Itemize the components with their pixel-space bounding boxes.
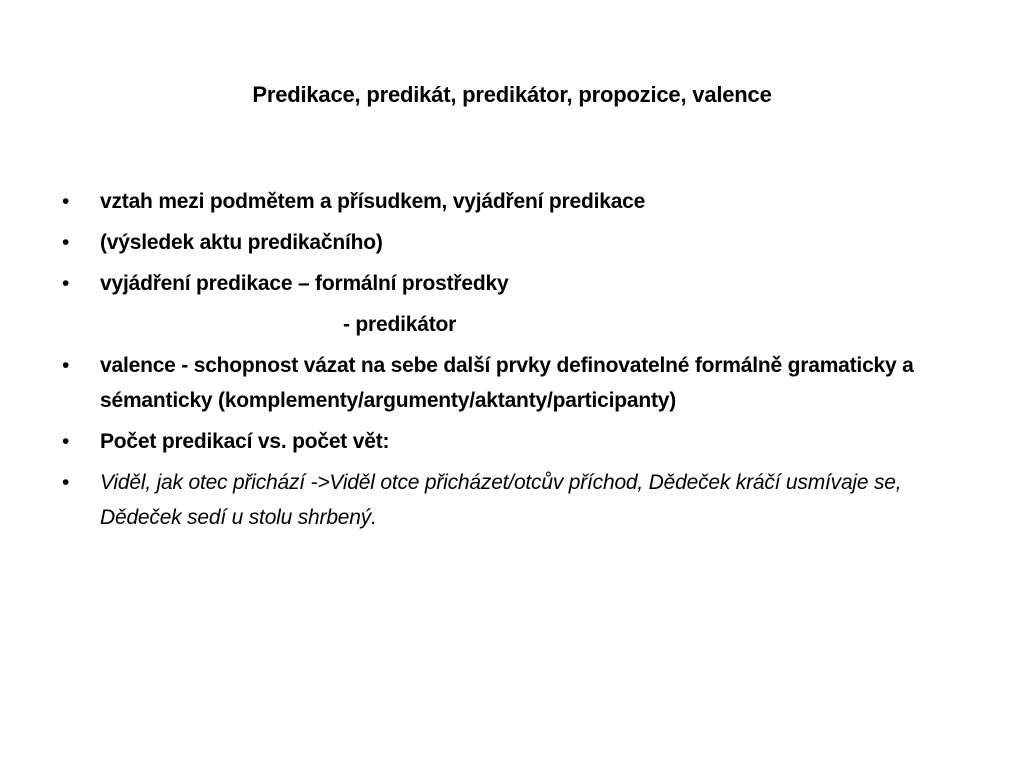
bullet-item [60,424,960,459]
bullet-item [60,266,960,301]
bullet-marker: • [62,190,70,213]
sub-item [60,307,960,342]
sub-item-text: - predikátor [343,313,457,336]
bullet-marker: • [62,471,70,494]
slide-title: Predikace, predikát, predikátor, propozice, valence [252,82,772,107]
bullet-text: vyjádření predikace – formální prostředky [100,272,509,295]
bullet-text: (výsledek aktu predikačního) [100,231,383,254]
bullet-text: Počet predikací vs. počet vět: [100,430,390,453]
bullet-marker: • [62,430,70,453]
bullet-item [60,348,960,418]
bullet-list [60,184,960,541]
bullet-text: Viděl, jak otec přichází ->Viděl otce přicházet/otcův příchod, Dědeček kráčí usmívaje se, Dědeček sedí u stolu shrbený. [100,471,902,529]
bullet-marker: • [62,231,70,254]
bullet-item [60,225,960,260]
bullet-item-example [60,465,960,535]
bullet-marker: • [62,272,70,295]
bullet-marker: • [62,354,70,377]
bullet-text: valence - schopnost vázat na sebe další prvky definovatelné formálně gramaticky a sémanticky (komplementy/argumenty/aktanty/participanty) [100,354,914,412]
bullet-text: vztah mezi podmětem a přísudkem, vyjádření predikace [100,190,646,213]
bullet-item [60,184,960,219]
